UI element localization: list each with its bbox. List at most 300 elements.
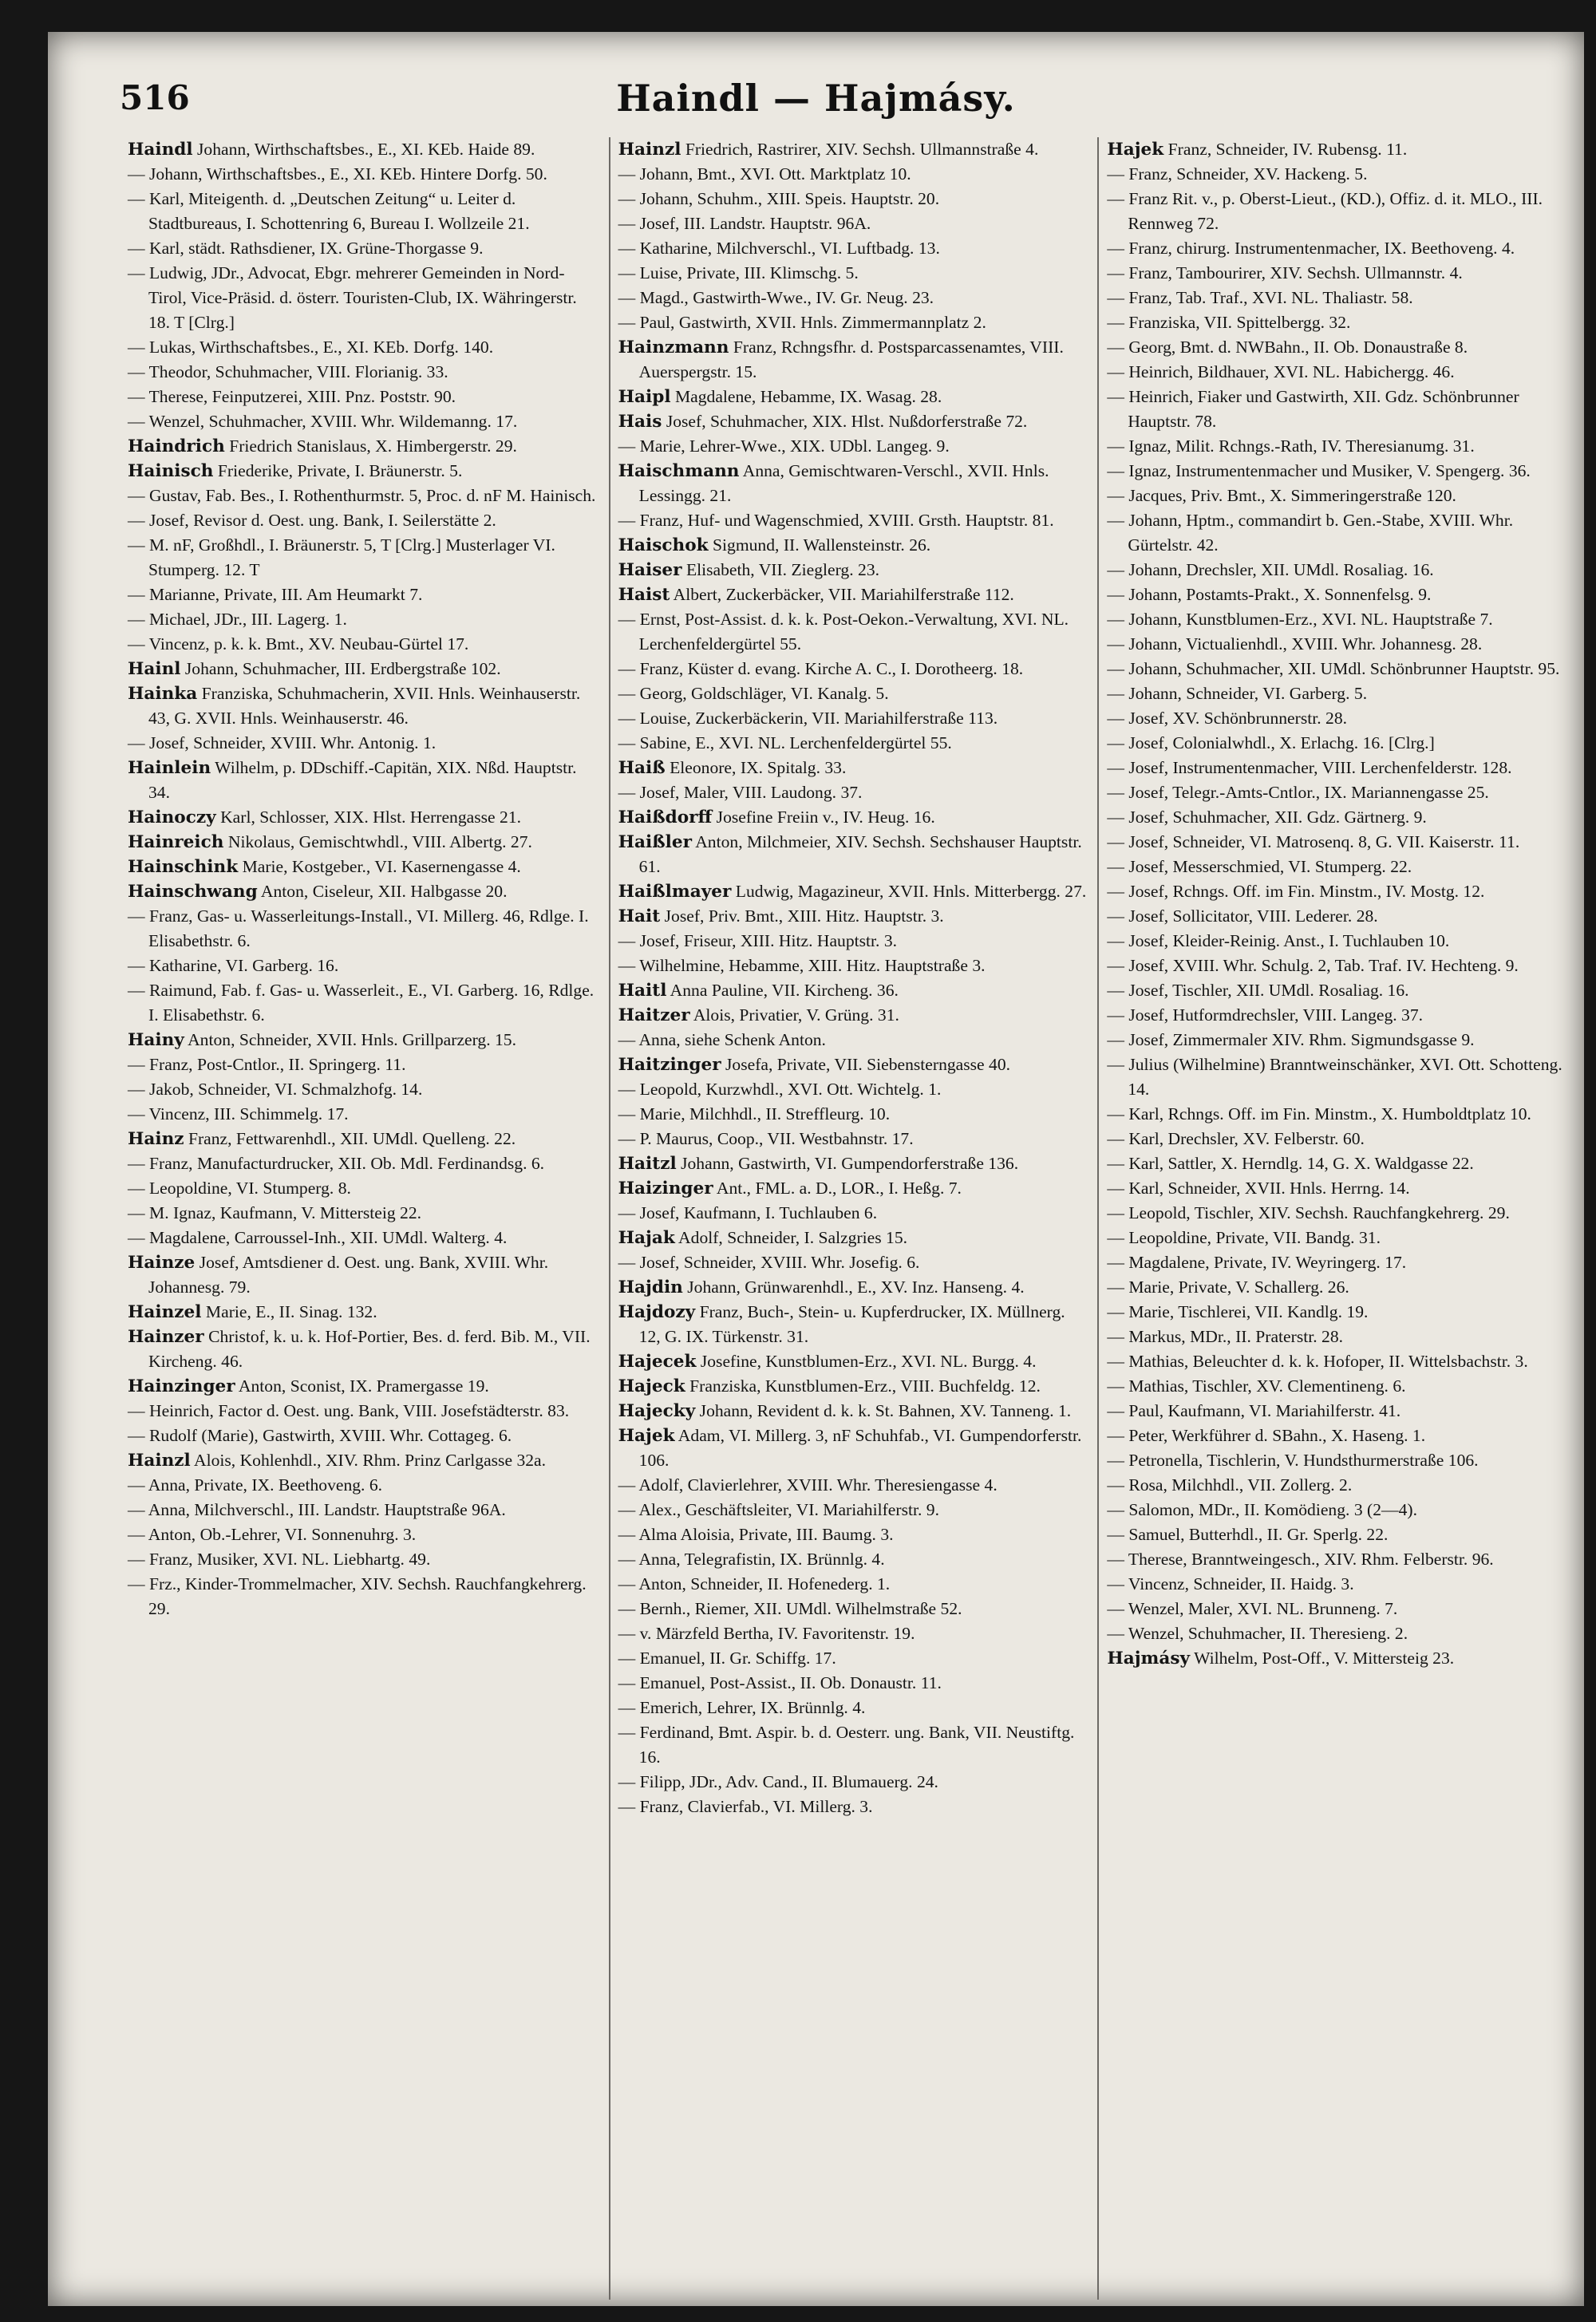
entry-details: — Petronella, Tischlerin, V. Hundsthurmerstraße 106.: [1107, 1451, 1479, 1470]
directory-entry: [1107, 1522, 1578, 1547]
directory-entry: [618, 1102, 1090, 1127]
entry-details: Anna, Gemischtwaren-Verschl., XVII. Hnls. Lessingg. 21.: [638, 461, 1049, 505]
entry-surname: Hajecek: [618, 1352, 697, 1372]
directory-entry: [618, 236, 1090, 261]
directory-entry: [618, 459, 1090, 508]
entry-details: — Franz Rit. v., p. Oberst-Lieut., (KD.), Offiz. d. it. MLO., III. Rennweg 72.: [1107, 189, 1543, 233]
entry-details: — Josef, Revisor d. Oest. ung. Bank, I. Seilerstätte 2.: [128, 511, 496, 530]
entry-surname: Hainreich: [128, 832, 224, 852]
entry-details: — Franz, Huf- und Wagenschmied, XVIII. Grsth. Hauptstr. 81.: [618, 511, 1054, 530]
entry-details: Adam, VI. Millerg. 3, nF Schuhfab., VI. Gumpendorferstr. 106.: [638, 1426, 1082, 1470]
entry-details: — Karl, Drechsler, XV. Felberstr. 60.: [1107, 1129, 1365, 1148]
directory-entry: [1107, 1547, 1578, 1572]
entry-surname: Hajmásy: [1107, 1649, 1191, 1668]
directory-entry: [618, 978, 1090, 1003]
directory-entry: [128, 805, 601, 830]
entry-details: — Luise, Private, III. Klimschg. 5.: [618, 263, 859, 282]
entry-details: — M. nF, Großhdl., I. Bräunerstr. 5, T [Clrg.] Musterlager VI. Stumperg. 12. T: [128, 535, 555, 579]
directory-entry: [128, 978, 601, 1028]
directory-entry: [1107, 1424, 1578, 1448]
directory-entry: [1107, 1127, 1578, 1151]
entry-details: — Karl, Sattler, X. Herndlg. 14, G. X. Waldgasse 22.: [1107, 1154, 1474, 1173]
entry-details: Karl, Schlosser, XIX. Hlst. Herrengasse 21.: [220, 808, 522, 827]
directory-entry: [128, 607, 601, 632]
entry-details: — Alma Aloisia, Private, III. Baumg. 3.: [618, 1525, 894, 1544]
directory-entry: [128, 409, 601, 434]
entry-details: — Franz, Musiker, XVI. NL. Liebhartg. 49.: [128, 1550, 431, 1569]
entry-details: Johann, Grünwarenhdl., E., XV. Inz. Hanseng. 4.: [687, 1277, 1025, 1297]
directory-entry: [1107, 261, 1578, 286]
entry-details: — Emanuel, Post-Assist., II. Ob. Donaustr. 11.: [618, 1673, 942, 1692]
entry-surname: Haiß: [618, 758, 666, 778]
entry-details: Alois, Privatier, V. Grüng. 31.: [693, 1005, 899, 1025]
entry-details: — Franz, Tab. Traf., XVI. NL. Thaliastr. 58.: [1107, 288, 1413, 307]
entry-surname: Hainze: [128, 1253, 196, 1273]
directory-entry: [1107, 1349, 1578, 1374]
entry-details: — Bernh., Riemer, XII. UMdl. Wilhelmstraße 52.: [618, 1599, 962, 1618]
directory-entry: [618, 286, 1090, 310]
directory-entry: [618, 1226, 1090, 1250]
entry-details: — Franz, Manufacturdrucker, XII. Ob. Mdl. Ferdinandsg. 6.: [128, 1154, 545, 1173]
directory-entry: [1107, 1448, 1578, 1473]
entry-surname: Hainl: [128, 659, 181, 679]
directory-entry: [618, 731, 1090, 756]
directory-entry: [618, 1275, 1090, 1300]
entry-surname: Hajek: [618, 1426, 675, 1446]
directory-entry: [618, 1572, 1090, 1597]
entry-details: — Anna, Milchverschl., III. Landstr. Hauptstraße 96A.: [128, 1500, 506, 1519]
entry-details: — Josef, Rchngs. Off. im Fin. Minstm., IV. Mostg. 12.: [1107, 882, 1485, 901]
directory-entry: [1107, 1646, 1578, 1671]
directory-entry: [128, 1473, 601, 1498]
entry-details: — Wilhelmine, Hebamme, XIII. Hitz. Hauptstraße 3.: [618, 956, 986, 975]
directory-entry: [1107, 1028, 1578, 1052]
directory-entry: [128, 1448, 601, 1473]
column-1: [120, 137, 609, 2300]
entry-details: — Karl, Rchngs. Off. im Fin. Minstm., X. Humboldtplatz 10.: [1107, 1104, 1531, 1123]
directory-entry: [128, 756, 601, 805]
entry-details: — P. Maurus, Coop., VII. Westbahnstr. 17.: [618, 1129, 914, 1148]
directory-entry: [128, 1572, 601, 1621]
entry-details: Josefa, Private, VII. Siebensterngasse 40.: [725, 1055, 1011, 1074]
directory-entry: [1107, 954, 1578, 978]
directory-columns: [120, 137, 1584, 2300]
entry-details: — Samuel, Butterhdl., II. Gr. Sperlg. 22.: [1107, 1525, 1389, 1544]
entry-details: — Josef, Messerschmied, VI. Stumperg. 22.: [1107, 857, 1412, 876]
entry-details: — Jakob, Schneider, VI. Schmalzhofg. 14.: [128, 1080, 423, 1099]
entry-details: — Wenzel, Schuhmacher, XVIII. Whr. Wildemanng. 17.: [128, 412, 518, 431]
directory-entry: [128, 1028, 601, 1052]
directory-entry: [618, 1795, 1090, 1819]
entry-surname: Hajecky: [618, 1401, 696, 1421]
entry-details: — Vincenz, III. Schimmelg. 17.: [128, 1104, 349, 1123]
entry-details: Franziska, Kunstblumen-Erz., VIII. Buchfeldg. 12.: [689, 1376, 1041, 1396]
directory-entry: [618, 1696, 1090, 1720]
directory-entry: [128, 1102, 601, 1127]
entry-surname: Hajdozy: [618, 1302, 696, 1322]
entry-details: Franziska, Schuhmacherin, XVII. Hnls. Weinhauserstr. 43, G. XVII. Hnls. Weinhauserstr. 46.: [148, 684, 581, 728]
directory-entry: [1107, 1572, 1578, 1597]
entry-details: — Vincenz, p. k. k. Bmt., XV. Neubau-Gürtel 17.: [128, 634, 469, 654]
directory-entry: [618, 409, 1090, 434]
entry-details: — Leopold, Kurzwhdl., XVI. Ott. Wichtelg. 1.: [618, 1080, 942, 1099]
directory-entry: [1107, 1151, 1578, 1176]
directory-entry: [618, 1028, 1090, 1052]
directory-entry: [618, 1374, 1090, 1399]
entry-details: — Johann, Drechsler, XII. UMdl. Rosaliag. 16.: [1107, 560, 1434, 579]
directory-entry: [1107, 1374, 1578, 1399]
directory-entry: [618, 780, 1090, 805]
entry-details: Anton, Schneider, XVII. Hnls. Grillparzerg. 15.: [188, 1030, 517, 1049]
directory-entry: [128, 335, 601, 360]
directory-entry: [618, 1003, 1090, 1028]
entry-surname: Haitl: [618, 981, 667, 1001]
entry-details: — Magd., Gastwirth-Wwe., IV. Gr. Neug. 23.: [618, 288, 934, 307]
directory-entry: [1107, 1201, 1578, 1226]
directory-entry: [1107, 286, 1578, 310]
entry-details: Josefine Freiin v., IV. Heug. 16.: [716, 808, 935, 827]
directory-entry: [128, 1151, 601, 1176]
directory-entry: [618, 1770, 1090, 1795]
entry-surname: Hajeck: [618, 1376, 685, 1396]
directory-entry: [618, 1671, 1090, 1696]
directory-entry: [128, 657, 601, 681]
entry-surname: Haißlmayer: [618, 882, 732, 902]
directory-entry: [128, 582, 601, 607]
entry-details: Josef, Priv. Bmt., XIII. Hitz. Hauptstr. 3.: [664, 906, 944, 926]
entry-details: — Josef, Schneider, XVIII. Whr. Josefig. 6.: [618, 1253, 920, 1272]
directory-entry: [618, 805, 1090, 830]
entry-details: Franz, Buch-, Stein- u. Kupferdrucker, IX. Müllnerg. 12, G. IX. Türkenstr. 31.: [638, 1302, 1065, 1346]
column-2: [609, 137, 1098, 2300]
directory-entry: [1107, 1300, 1578, 1325]
entry-surname: Hainzel: [128, 1302, 202, 1322]
entry-details: — Alex., Geschäftsleiter, VI. Mariahilferstr. 9.: [618, 1500, 939, 1519]
entry-details: — Josef, Schneider, VI. Matrosenq. 8, G. VII. Kaiserstr. 11.: [1107, 832, 1520, 851]
entry-surname: Hainisch: [128, 461, 214, 481]
directory-entry: [618, 879, 1090, 904]
directory-entry: [618, 1399, 1090, 1424]
directory-entry: [618, 1250, 1090, 1275]
entry-details: — Therese, Feinputzerei, XIII. Pnz. Poststr. 90.: [128, 387, 456, 406]
entry-surname: Hainy: [128, 1030, 184, 1050]
entry-details: — Vincenz, Schneider, II. Haidg. 3.: [1107, 1574, 1354, 1593]
directory-entry: [128, 954, 601, 978]
directory-entry: [1107, 162, 1578, 187]
entry-details: — Katharine, VI. Garberg. 16.: [128, 956, 339, 975]
entry-details: — Heinrich, Fiaker und Gastwirth, XII. Gdz. Schönbrunner Hauptstr. 78.: [1107, 387, 1519, 431]
directory-entry: [1107, 360, 1578, 385]
directory-entry: [618, 1052, 1090, 1077]
directory-entry: [128, 459, 601, 484]
directory-entry: [128, 632, 601, 657]
directory-entry: [618, 657, 1090, 681]
entry-details: — Julius (Wilhelmine) Branntweinschänker, XVI. Ott. Schotteng. 14.: [1107, 1055, 1562, 1099]
entry-details: — Franz, Tambourirer, XIV. Sechsh. Ullmannstr. 4.: [1107, 263, 1463, 282]
directory-entry: [1107, 310, 1578, 335]
entry-details: — Josef, Hutformdrechsler, VIII. Langeg. 37.: [1107, 1005, 1424, 1025]
entry-details: — Josef, Kaufmann, I. Tuchlauben 6.: [618, 1203, 878, 1222]
running-head: Haindl — Hajmásy.: [616, 77, 1016, 120]
entry-surname: Haiser: [618, 560, 682, 580]
entry-details: — M. Ignaz, Kaufmann, V. Mittersteig 22.: [128, 1203, 422, 1222]
entry-surname: Hainlein: [128, 758, 211, 778]
entry-details: — Magdalene, Carroussel-Inh., XII. UMdl. Walterg. 4.: [128, 1228, 508, 1247]
directory-entry: [1107, 582, 1578, 607]
directory-entry: [128, 731, 601, 756]
directory-entry: [618, 582, 1090, 607]
directory-entry: [618, 756, 1090, 780]
entry-surname: Hainoczy: [128, 808, 216, 827]
directory-entry: [128, 1176, 601, 1201]
entry-details: — Frz., Kinder-Trommelmacher, XIV. Sechsh. Rauchfangkehrerg. 29.: [128, 1574, 587, 1618]
entry-details: Anna Pauline, VII. Kircheng. 36.: [670, 981, 899, 1000]
directory-entry: [1107, 1003, 1578, 1028]
entry-details: Magdalene, Hebamme, IX. Wasag. 28.: [674, 387, 942, 406]
entry-surname: Hait: [618, 906, 661, 926]
entry-surname: Hainzl: [128, 1451, 191, 1471]
directory-entry: [1107, 508, 1578, 558]
directory-entry: [618, 558, 1090, 582]
entry-details: — Markus, MDr., II. Praterstr. 28.: [1107, 1327, 1344, 1346]
entry-details: Sigmund, II. Wallensteinstr. 26.: [713, 535, 931, 555]
entry-details: — Salomon, MDr., II. Komödieng. 3 (2—4).: [1107, 1500, 1417, 1519]
directory-entry: [1107, 187, 1578, 236]
entry-details: — Josef, Schuhmacher, XII. Gdz. Gärtnerg. 9.: [1107, 808, 1427, 827]
directory-entry: [618, 1498, 1090, 1522]
entry-details: — Louise, Zuckerbäckerin, VII. Mariahilferstraße 113.: [618, 709, 998, 728]
entry-details: — Josef, Telegr.-Amts-Cntlor., IX. Mariannengasse 25.: [1107, 783, 1489, 802]
directory-entry: [128, 187, 601, 236]
entry-details: — Mathias, Beleuchter d. k. k. Hofoper, II. Wittelsbachstr. 3.: [1107, 1352, 1528, 1371]
entry-surname: Hainschink: [128, 857, 239, 877]
directory-entry: [1107, 1102, 1578, 1127]
entry-details: — Karl, Schneider, XVII. Hnls. Herrng. 14.: [1107, 1179, 1410, 1198]
entry-details: — Jacques, Priv. Bmt., X. Simmeringerstraße 120.: [1107, 486, 1456, 505]
entry-details: — Johann, Victualienhdl., XVIII. Whr. Johannesg. 28.: [1107, 634, 1483, 654]
entry-details: — Johann, Schuhmacher, XII. UMdl. Schönbrunner Hauptstr. 95.: [1107, 659, 1560, 678]
directory-entry: [1107, 484, 1578, 508]
directory-entry: [618, 830, 1090, 879]
entry-details: — Johann, Schuhm., XIII. Speis. Hauptstr. 20.: [618, 189, 940, 208]
directory-entry: [618, 261, 1090, 286]
entry-details: — Johann, Postamts-Prakt., X. Sonnenfelsg. 9.: [1107, 585, 1432, 604]
directory-entry: [1107, 657, 1578, 681]
entry-details: — Marianne, Private, III. Am Heumarkt 7.: [128, 585, 423, 604]
entry-details: — Ignaz, Milit. Rchngs.-Rath, IV. Theresianumg. 31.: [1107, 436, 1475, 456]
entry-details: — Josef, Kleider-Reinig. Anst., I. Tuchlauben 10.: [1107, 931, 1450, 950]
entry-surname: Haitzinger: [618, 1055, 721, 1075]
entry-details: — Filipp, JDr., Adv. Cand., II. Blumauerg. 24.: [618, 1772, 938, 1791]
entry-details: — Peter, Werkführer d. SBahn., X. Haseng. 1.: [1107, 1426, 1426, 1445]
entry-surname: Hajek: [1107, 140, 1164, 160]
entry-details: — Katharine, Milchverschl., VI. Luftbadg. 13.: [618, 239, 940, 258]
entry-details: — Heinrich, Factor d. Oest. ung. Bank, VIII. Josefstädterstr. 83.: [128, 1401, 570, 1420]
entry-details: — Therese, Branntweingesch., XIV. Rhm. Felberstr. 96.: [1107, 1550, 1494, 1569]
directory-entry: [128, 1424, 601, 1448]
entry-details: Adolf, Schneider, I. Salzgries 15.: [678, 1228, 908, 1247]
entry-details: — Rosa, Milchhdl., VII. Zollerg. 2.: [1107, 1475, 1353, 1495]
directory-entry: [1107, 978, 1578, 1003]
entry-details: — Emanuel, II. Gr. Schiffg. 17.: [618, 1649, 836, 1668]
entry-details: — Adolf, Clavierlehrer, XVIII. Whr. Theresiengasse 4.: [618, 1475, 998, 1495]
directory-entry: [128, 1374, 601, 1399]
entry-details: — Sabine, E., XVI. NL. Lerchenfeldergürtel 55.: [618, 733, 952, 752]
entry-surname: Hais: [618, 412, 662, 432]
entry-details: — Raimund, Fab. f. Gas- u. Wasserleit., E., VI. Garberg. 16, Rdlge. I. Elisabethstr. 6.: [128, 981, 595, 1025]
entry-surname: Hainzer: [128, 1327, 204, 1347]
entry-surname: Hainzmann: [618, 338, 729, 357]
entry-details: — Johann, Hptm., commandirt b. Gen.-Stabe, XVIII. Whr. Gürtelstr. 42.: [1107, 511, 1514, 555]
directory-entry: [128, 879, 601, 904]
entry-details: Friedrich, Rastrirer, XIV. Sechsh. Ullmannstraße 4.: [685, 140, 1039, 159]
entry-details: — Marie, Private, V. Schallerg. 26.: [1107, 1277, 1349, 1297]
directory-entry: [1107, 681, 1578, 706]
directory-entry: [1107, 1226, 1578, 1250]
directory-page: [48, 32, 1584, 2306]
entry-details: — Josef, Friseur, XIII. Hitz. Hauptstr. 3.: [618, 931, 898, 950]
directory-entry: [618, 904, 1090, 929]
entry-surname: Haipl: [618, 387, 671, 407]
entry-details: — Johann, Wirthschaftsbes., E., XI. KEb. Hintere Dorfg. 50.: [128, 164, 547, 184]
entry-details: Nikolaus, Gemischtwhdl., VIII. Albertg. 27.: [227, 832, 532, 851]
directory-entry: [1107, 1176, 1578, 1201]
entry-details: — Ernst, Post-Assist. d. k. k. Post-Oekon.-Verwaltung, XVI. NL. Lerchenfeldergürtel 55.: [618, 610, 1069, 654]
entry-surname: Hainzinger: [128, 1376, 235, 1396]
directory-entry: [618, 1547, 1090, 1572]
directory-entry: [618, 1176, 1090, 1201]
entry-details: Anton, Ciseleur, XII. Halbgasse 20.: [260, 882, 508, 901]
directory-entry: [618, 1473, 1090, 1498]
entry-details: — Heinrich, Bildhauer, XVI. NL. Habichergg. 46.: [1107, 362, 1455, 381]
directory-entry: [128, 1052, 601, 1077]
entry-details: Albert, Zuckerbäcker, VII. Mariahilferstraße 112.: [673, 585, 1014, 604]
entry-details: — Lukas, Wirthschaftsbes., E., XI. KEb. Dorfg. 140.: [128, 338, 494, 357]
entry-details: Friederike, Private, I. Bräunerstr. 5.: [217, 461, 463, 480]
directory-entry: [128, 533, 601, 582]
entry-details: Friedrich Stanislaus, X. Himbergerstr. 29.: [229, 436, 517, 456]
entry-details: — Josef, Schneider, XVIII. Whr. Antonig. 1.: [128, 733, 437, 752]
entry-details: — Leopold, Tischler, XIV. Sechsh. Rauchfangkehrerg. 29.: [1107, 1203, 1510, 1222]
entry-details: Eleonore, IX. Spitalg. 33.: [670, 758, 847, 777]
entry-details: — Paul, Gastwirth, XVII. Hnls. Zimmermannplatz 2.: [618, 313, 986, 332]
directory-entry: [128, 1498, 601, 1522]
directory-entry: [618, 1621, 1090, 1646]
entry-surname: Hajak: [618, 1228, 675, 1248]
directory-entry: [618, 335, 1090, 385]
entry-details: — Karl, städt. Rathsdiener, IX. Grüne-Thorgasse 9.: [128, 239, 484, 258]
directory-entry: [128, 1547, 601, 1572]
entry-details: — Marie, Lehrer-Wwe., XIX. UDbl. Langeg. 9.: [618, 436, 950, 456]
entry-details: — Anna, Telegrafistin, IX. Brünnlg. 4.: [618, 1550, 885, 1569]
entry-details: — Anton, Schneider, II. Hofenederg. 1.: [618, 1574, 891, 1593]
entry-details: — Georg, Goldschläger, VI. Kanalg. 5.: [618, 684, 889, 703]
directory-entry: [128, 1226, 601, 1250]
entry-details: Johann, Schuhmacher, III. Erdbergstraße 102.: [184, 659, 501, 678]
directory-entry: [128, 162, 601, 187]
directory-entry: [1107, 706, 1578, 731]
directory-entry: [618, 1424, 1090, 1473]
entry-surname: Hainz: [128, 1129, 184, 1149]
entry-details: — Theodor, Schuhmacher, VIII. Florianig. 33.: [128, 362, 448, 381]
directory-entry: [128, 360, 601, 385]
entry-details: — Wenzel, Schuhmacher, II. Theresieng. 2.: [1107, 1624, 1408, 1643]
entry-details: — Karl, Miteigenth. d. „Deutschen Zeitung“ u. Leiter d. Stadtbureaus, I. Schottenring 6, Bureau I. Wollzeile 21.: [128, 189, 530, 233]
directory-entry: [128, 484, 601, 508]
directory-entry: [128, 137, 601, 162]
entry-details: Alois, Kohlenhdl., XIV. Rhm. Prinz Carlgasse 32a.: [193, 1451, 547, 1470]
directory-entry: [1107, 1473, 1578, 1498]
page-header: [48, 32, 1584, 136]
directory-entry: [1107, 904, 1578, 929]
entry-details: Marie, Kostgeber., VI. Kasernengasse 4.: [242, 857, 521, 876]
entry-details: — Josef, Zimmermaler XIV. Rhm. Sigmundsgasse 9.: [1107, 1030, 1475, 1049]
entry-details: Christof, k. u. k. Hof-Portier, Bes. d. ferd. Bib. M., VII. Kircheng. 46.: [148, 1327, 591, 1371]
entry-details: — Emerich, Lehrer, IX. Brünnlg. 4.: [618, 1698, 866, 1717]
directory-entry: [618, 508, 1090, 533]
directory-entry: [128, 1077, 601, 1102]
directory-entry: [1107, 335, 1578, 360]
entry-details: Anton, Sconist, IX. Pramergasse 19.: [238, 1376, 489, 1396]
entry-details: Johann, Revident d. k. k. St. Bahnen, XV. Tanneng. 1.: [699, 1401, 1072, 1420]
entry-details: — Marie, Tischlerei, VII. Kandlg. 19.: [1107, 1302, 1369, 1321]
directory-entry: [128, 1399, 601, 1424]
entry-details: — Franz, Küster d. evang. Kirche A. C., I. Dorotheerg. 18.: [618, 659, 1024, 678]
column-3: [1097, 137, 1584, 2300]
entry-details: Franz, Fettwarenhdl., XII. UMdl. Quelleng. 22.: [188, 1129, 516, 1148]
directory-entry: [618, 1646, 1090, 1671]
directory-entry: [618, 1077, 1090, 1102]
entry-details: — Ludwig, JDr., Advocat, Ebgr. mehrerer Gemeinden in Nord-Tirol, Vice-Präsid. d. österr. Touristen-Club, IX. Währingerstr. 18. T [Clrg.]: [128, 263, 577, 332]
directory-entry: [618, 1597, 1090, 1621]
entry-surname: Haischmann: [618, 461, 740, 481]
directory-entry: [1107, 558, 1578, 582]
entry-details: Franz, Schneider, IV. Rubensg. 11.: [1167, 140, 1408, 159]
entry-details: Johann, Gastwirth, VI. Gumpendorferstraße 136.: [681, 1154, 1019, 1173]
directory-entry: [128, 434, 601, 459]
entry-details: Ant., FML. a. D., LOR., I. Heßg. 7.: [716, 1179, 962, 1198]
entry-details: Josef, Schuhmacher, XIX. Hlst. Nußdorferstraße 72.: [666, 412, 1028, 431]
entry-details: Franz, Rchngsfhr. d. Postsparcassenamtes, VIII. Auerspergstr. 15.: [638, 338, 1064, 381]
directory-entry: [1107, 1597, 1578, 1621]
directory-entry: [128, 236, 601, 261]
directory-entry: [1107, 1275, 1578, 1300]
directory-entry: [128, 1300, 601, 1325]
directory-entry: [618, 1151, 1090, 1176]
directory-entry: [618, 187, 1090, 211]
entry-details: Marie, E., II. Sinag. 132.: [205, 1302, 377, 1321]
entry-surname: Haißdorff: [618, 808, 713, 827]
directory-entry: [1107, 830, 1578, 855]
entry-surname: Haitzer: [618, 1005, 690, 1025]
entry-surname: Haischok: [618, 535, 709, 555]
directory-entry: [618, 607, 1090, 657]
entry-details: — Anna, siehe Schenk Anton.: [618, 1030, 826, 1049]
entry-surname: Haißler: [618, 832, 692, 852]
entry-details: Josef, Amtsdiener d. Oest. ung. Bank, XVIII. Whr. Johannesg. 79.: [148, 1253, 549, 1297]
entry-details: — Franz, Gas- u. Wasserleitungs-Install., VI. Millerg. 46, Rdlge. I. Elisabethstr. 6.: [128, 906, 589, 950]
directory-entry: [1107, 1498, 1578, 1522]
directory-entry: [128, 1325, 601, 1374]
entry-details: — Leopoldine, VI. Stumperg. 8.: [128, 1179, 351, 1198]
entry-surname: Haitzl: [618, 1154, 677, 1174]
entry-details: — Wenzel, Maler, XVI. NL. Brunneng. 7.: [1107, 1599, 1398, 1618]
entry-details: — Johann, Schneider, VI. Garberg. 5.: [1107, 684, 1368, 703]
entry-details: Ludwig, Magazineur, XVII. Hnls. Mitterbergg. 27.: [735, 882, 1087, 901]
entry-details: — Ignaz, Instrumentenmacher und Musiker, V. Spengerg. 36.: [1107, 461, 1531, 480]
entry-details: — Josef, Colonialwhdl., X. Erlachg. 16. [Clrg.]: [1107, 733, 1435, 752]
entry-details: — Josef, Maler, VIII. Laudong. 37.: [618, 783, 863, 802]
